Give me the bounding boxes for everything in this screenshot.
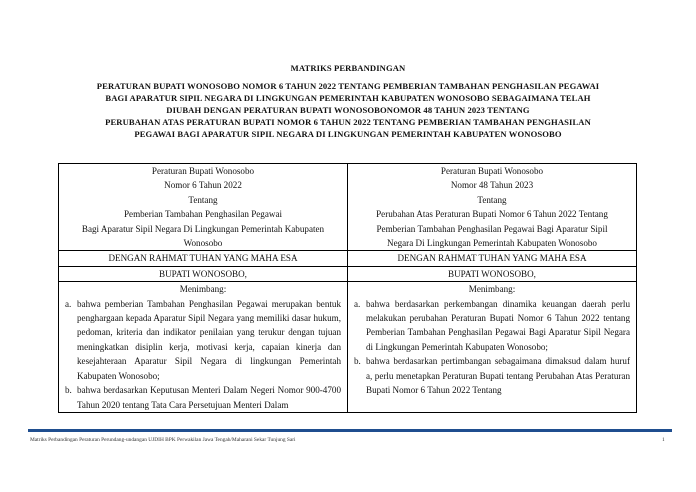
left-header-line: Bagi Aparatur Sipil Negara Di Lingkungan Pemerintah Kabupaten (81, 223, 325, 234)
item-marker: b. (354, 356, 361, 367)
list-item (65, 383, 341, 412)
right-header-line: Negara Di Lingkungan Pemerintah Kabupaten Wonosobo (387, 238, 597, 249)
footer-text: Matriks Perbandingan Peraturan Perundang-undangan UJDIH BPK Perwakilan Jawa Tengah/Maharani Sekar Tunjung Sari (30, 437, 296, 443)
table-row-header (59, 164, 637, 251)
title-line: PEGAWAI BAGI APARATUR SIPIL NEGARA DI LINGKUNGAN PEMERINTAH KABUPATEN WONOSOBO (134, 129, 562, 139)
title-line: DIUBAH DENGAN PERATURAN BUPATI WONOSOBONOMOR 48 TAHUN 2023 TENTANG (166, 105, 530, 115)
right-header-line: Perubahan Atas Peraturan Bupati Nomor 6 Tahun 2022 Tentang (376, 209, 608, 220)
footer-rule (28, 429, 672, 432)
right-header-line: Nomor 48 Tahun 2023 (450, 180, 534, 191)
item-text: bahwa berdasarkan Keputusan Menteri Dalam Negeri Nomor 900-4700 Tahun 2020 tentang Tata Cara Persetujuan Menteri Dalam (77, 385, 341, 410)
left-header-line: Nomor 6 Tahun 2022 (164, 180, 242, 191)
right-header-cell (348, 164, 637, 251)
right-menimbang-label: Menimbang: (468, 284, 516, 295)
left-menimbang-cell (59, 282, 348, 413)
table-row-bupati (59, 266, 637, 281)
right-menimbang-cell (348, 282, 637, 413)
comparison-table (58, 163, 637, 413)
title-line: BAGI APARATUR SIPIL NEGARA DI LINGKUNGAN PEMERINTAH KABUPATEN WONOSOBO SEBAGAIMANA TELAH (105, 93, 591, 103)
right-header-line: Peraturan Bupati Wonosobo (440, 166, 544, 176)
left-header-cell (59, 164, 348, 251)
item-text: bahwa berdasarkan pertimbangan sebagaimana dimaksud dalam huruf a, perlu menetapkan Peraturan Bupati tentang Perubahan Atas Peraturan Bupati Nomor 6 Tahun 2022 Tentang (366, 356, 630, 396)
left-header-line: Wonosobo (183, 238, 223, 249)
table-row-preamble (59, 251, 637, 266)
left-menimbang-label: Menimbang: (179, 284, 227, 295)
left-header-line: Tentang (188, 194, 218, 205)
item-text: bahwa berdasarkan perkembangan dinamika keuangan daerah perlu melakukan perubahan Peraturan Bupati Nomor 6 Tahun 2022 tentang Pemberian Tambahan Penghasilan Pegawai Bagi Aparatur Sipil Negara di Lingkungan Pemerintah Kabupaten Wonosobo; (366, 298, 630, 352)
document-title (0, 62, 696, 140)
list-item (65, 297, 341, 383)
right-header-line: Tentang (477, 194, 507, 205)
title-heading: MATRIKS PERBANDINGAN (290, 63, 406, 73)
right-header-line: Pemberian Tambahan Penghasilan Pegawai Bagi Aparatur Sipil (376, 223, 608, 234)
left-header-line: Pemberian Tambahan Penghasilan Pegawai (123, 209, 283, 220)
item-marker: a. (65, 298, 72, 309)
title-line: PERATURAN BUPATI WONOSOBO NOMOR 6 TAHUN 2022 TENTANG PEMBERIAN TAMBAHAN PENGHASILAN PEGAWAI (96, 81, 600, 91)
right-preamble: DENGAN RAHMAT TUHAN YANG MAHA ESA (348, 251, 637, 266)
left-preamble: DENGAN RAHMAT TUHAN YANG MAHA ESA (59, 251, 348, 266)
page-number: 1 (662, 437, 665, 443)
list-item (354, 354, 630, 397)
item-marker: a. (354, 298, 361, 309)
right-bupati: BUPATI WONOSOBO, (348, 266, 637, 281)
title-line: PERUBAHAN ATAS PERATURAN BUPATI NOMOR 6 TAHUN 2022 TENTANG PEMBERIAN TAMBAHAN PENGHASILAN (105, 117, 591, 127)
list-item (354, 297, 630, 355)
item-marker: b. (65, 385, 72, 396)
table-row-menimbang (59, 282, 637, 413)
left-header-line: Peraturan Bupati Wonosobo (151, 166, 255, 176)
item-text: bahwa pemberian Tambahan Penghasilan Pegawai merupakan bentuk penghargaan kepada Aparatur Sipil Negara yang memiliki dasar hukum, pedoman, kriteria dan indikator penilaian yang terukur dengan tujuan meningkatkan disiplin kerja, motivasi kerja, capaian kinerja dan kesejahteraan Aparatur Sipil Negara di lingkungan Pemerintah Kabupaten Wonosobo; (77, 298, 341, 381)
left-bupati: BUPATI WONOSOBO, (59, 266, 348, 281)
